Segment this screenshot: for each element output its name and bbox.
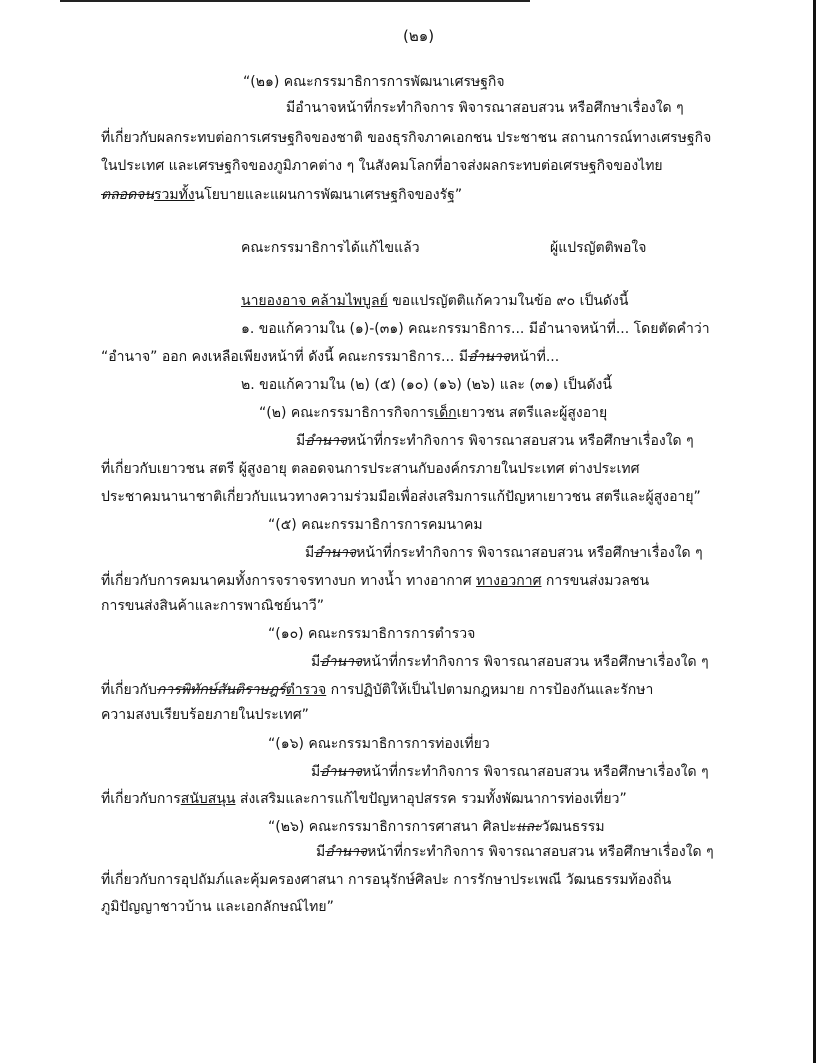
struck-text: การพิทักษ์สันติราษฎร์ — [156, 682, 286, 698]
line-rest: วัฒนธรรม — [541, 819, 605, 835]
section-21-heading: “(๒๑) คณะกรรมาธิการการพัฒนาเศรษฐกิจ — [243, 74, 505, 90]
amendment-intro-rest: ขอแปรญัตติแก้ความในข้อ ๙๐ เป็นดังนี้ — [387, 293, 629, 309]
line-rest: หน้าที่กระทำกิจการ พิจารณาสอบสวน หรือศึกษาเรื่องใด ๆ — [362, 764, 709, 780]
inserted-text: สนับสนุน — [180, 791, 236, 807]
section-10-heading: “(๑๐) คณะกรรมาธิการการตำรวจ — [268, 626, 476, 642]
section-21-line-3: ในประเทศ และเศรษฐกิจของภูมิภาคต่าง ๆ ในสังคมโลกที่อาจส่งผลกระทบต่อเศรษฐกิจของไทย — [101, 158, 663, 174]
section-21-line-1: มีอำนาจหน้าที่กระทำกิจการ พิจารณาสอบสวน หรือศึกษาเรื่องใด ๆ — [286, 100, 684, 116]
struck-text: และ — [516, 819, 542, 835]
inserted-text: รวมทั้ง — [153, 187, 195, 203]
line-rest: หน้าที่กระทำกิจการ พิจารณาสอบสวน หรือศึกษาเรื่องใด ๆ — [356, 545, 703, 561]
section-2-heading — [259, 403, 607, 423]
line-rest: หน้าที่กระทำกิจการ พิจารณาสอบสวน หรือศึกษาเรื่องใด ๆ — [347, 433, 694, 449]
section-21-line-2: ที่เกี่ยวกับผลกระทบต่อการเศรษฐกิจของชาติ ของธุรกิจภาคเอกชน ประชาชน สถานการณ์ทางเศรษฐกิจ — [101, 130, 712, 146]
line-text: มี — [296, 433, 306, 449]
line-rest: หน้าที่กระทำกิจการ พิจารณาสอบสวน หรือศึกษาเรื่องใด ๆ — [362, 654, 709, 670]
section-10-line-3: ความสงบเรียบร้อยภายในประเทศ” — [101, 707, 309, 723]
line-rest: ส่งเสริมและการแก้ไขปัญหาอุปสรรค รวมทั้งพัฒนาการท่องเที่ยว” — [235, 791, 627, 807]
line-rest: การปฏิบัติให้เป็นไปตามกฎหมาย การป้องกันและรักษา — [326, 682, 654, 698]
section-21-line-4 — [101, 185, 462, 205]
line-text: “อำนาจ” ออก คงเหลือเพียงหน้าที่ ดังนี้ คณะกรรมาธิการ... มี — [101, 349, 469, 365]
section-26-line-2: ที่เกี่ยวกับการอุปถัมภ์และคุ้มครองศาสนา การอนุรักษ์ศิลปะ การรักษาประเพณี วัฒนธรรมท้องถิ่น — [101, 872, 672, 888]
inserted-text: ทางอวกาศ — [476, 573, 542, 589]
amendment-intro — [241, 291, 628, 311]
struck-text: อำนาจ — [320, 654, 363, 670]
line-rest: หน้าที่กระทำกิจการ พิจารณาสอบสวน หรือศึกษาเรื่องใด ๆ — [367, 844, 714, 860]
struck-text: อำนาจ — [325, 844, 368, 860]
section-2-line-3: ประชาคมนานาชาติเกี่ยวกับแนวทางความร่วมมือเพื่อส่งเสริมการแก้ปัญหาเยาวชน สตรีและผู้สูงอายุ” — [101, 489, 701, 505]
section-10-line-2 — [101, 680, 653, 700]
line-rest: การขนส่งมวลชน — [541, 573, 650, 589]
amendment-item-1b — [101, 347, 559, 367]
struck-text: อำนาจ — [320, 764, 363, 780]
struck-text: อำนาจ — [468, 349, 510, 365]
section-16-line-1 — [311, 762, 709, 782]
line-text: ที่เกี่ยวกับการ — [101, 791, 181, 807]
line-text: “(๒๖) คณะกรรมาธิการการศาสนา ศิลปะ — [268, 819, 517, 835]
line-text: ที่เกี่ยวกับการคมนาคมทั้งการจราจรทางบก ทางน้ำ ทางอากาศ — [101, 573, 477, 589]
inserted-text: เด็ก — [434, 405, 457, 421]
section-26-line-1 — [316, 842, 714, 862]
line-text: มี — [316, 844, 326, 860]
line-text: ที่เกี่ยวกับ — [101, 682, 157, 698]
proposer-name: นายองอาจ คล้ามไพบูลย์ — [241, 293, 388, 309]
section-26-line-3: ภูมิปัญญาชาวบ้าน และเอกลักษณ์ไทย” — [101, 899, 334, 915]
section-10-line-1 — [311, 652, 709, 672]
struck-text: อำนาจ — [305, 433, 348, 449]
section-2-line-2: ที่เกี่ยวกับเยาวชน สตรี ผู้สูงอายุ ตลอดจนการประสานกับองค์กรภายในประเทศ ต่างประเทศ — [101, 461, 640, 477]
struck-text: อำนาจ — [314, 545, 357, 561]
committee-amended-label: คณะกรรมาธิการได้แก้ไขแล้ว — [241, 240, 420, 256]
line-rest: เยาวชน สตรีและผู้สูงอายุ — [456, 405, 608, 421]
line-rest: นโยบายและแผนการพัฒนาเศรษฐกิจของรัฐ” — [194, 187, 463, 203]
section-5-heading: “(๕) คณะกรรมาธิการการคมนาคม — [268, 517, 483, 533]
struck-text: ตลอดจน — [101, 187, 154, 203]
section-16-line-2 — [101, 789, 627, 809]
amendment-item-1a: ๑. ขอแก้ความใน (๑)-(๓๑) คณะกรรมาธิการ... มีอำนาจหน้าที่... โดยตัดคำว่า — [241, 321, 710, 337]
line-text: มี — [311, 764, 321, 780]
inserted-text: ตำรวจ — [285, 682, 327, 698]
line-rest: หน้าที่... — [509, 349, 560, 365]
section-5-line-2 — [101, 571, 649, 591]
section-5-line-3: การขนส่งสินค้าและการพาณิชย์นาวี” — [101, 598, 325, 614]
amendment-item-2: ๒. ขอแก้ความใน (๒) (๕) (๑๐) (๑๖) (๒๖) และ (๓๑) เป็นดังนี้ — [241, 377, 612, 393]
line-text: มี — [305, 545, 315, 561]
top-rule — [60, 0, 530, 2]
proposer-satisfied-label: ผู้แปรญัตติพอใจ — [550, 240, 647, 256]
line-text: “(๒) คณะกรรมาธิการกิจการ — [259, 405, 435, 421]
section-2-line-1 — [296, 431, 694, 451]
section-16-heading: “(๑๖) คณะกรรมาธิการการท่องเที่ยว — [268, 736, 490, 752]
section-5-line-1 — [305, 543, 703, 563]
page-number: (๒๑) — [403, 27, 435, 45]
section-26-heading — [268, 817, 605, 837]
line-text: มี — [311, 654, 321, 670]
